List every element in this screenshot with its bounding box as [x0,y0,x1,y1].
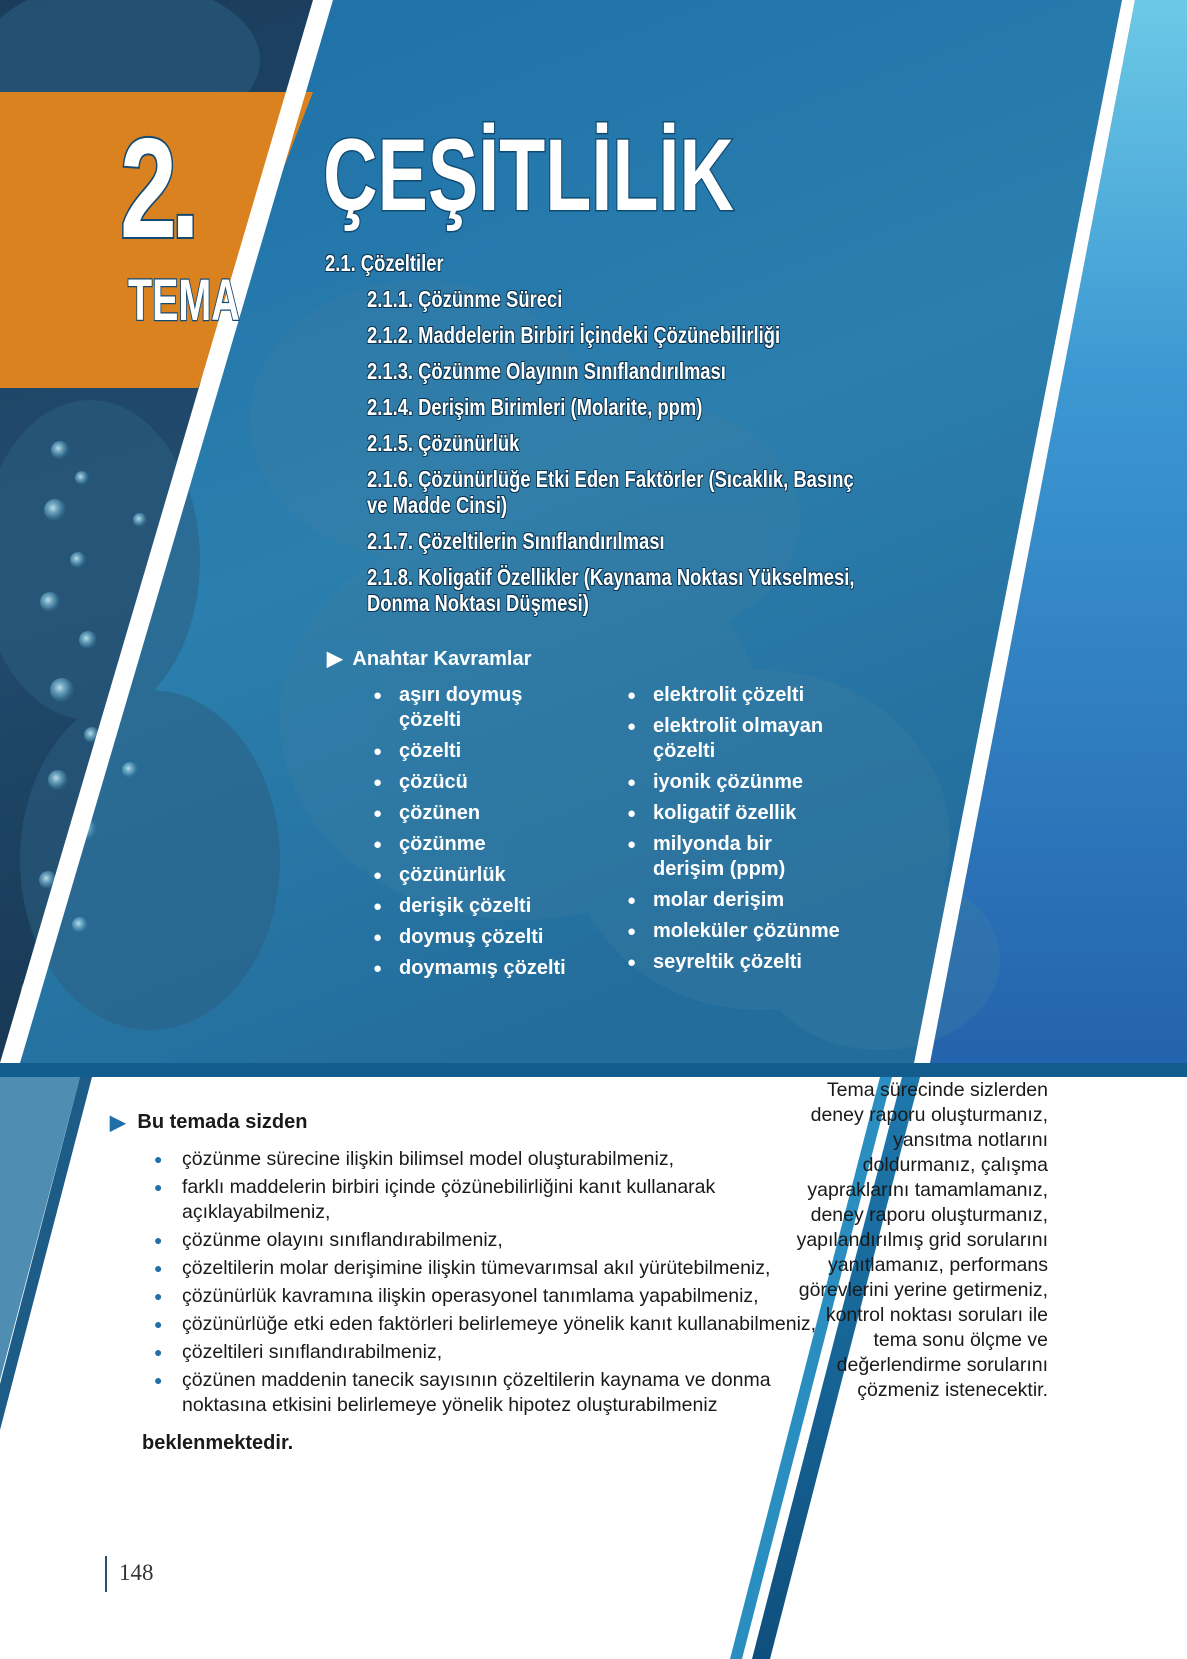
play-arrow-icon: ▶ [110,1112,126,1134]
page-number: 148 [119,1560,154,1585]
objective-item [154,1147,830,1172]
bullet-icon: ● [154,1372,163,1388]
bullet-icon: ● [373,867,383,884]
sidebar-note: Tema sürecinde sizlerden deney raporu oluşturmanız, yansıtma notlarını doldurmanız, çalışma yapraklarını tamamlamanız, deney raporu oluşturmanız, yapılandırılmış grid sorularını yanıtlamanız, performans görevlerini yerine getirmeniz, kontrol noktası soruları ile tema sonu ölçme ve değerlendirme sorularını çözmeniz istenecektir. [796,1079,1048,1401]
concept-text: çözünme [399,833,486,855]
concept-item [627,801,847,826]
objective-text: farklı maddelerin birbiri içinde çözünebilirliğini kanıt kullanarak açıklayabilmeniz, [182,1176,716,1223]
concept-item [627,950,847,975]
concept-item [373,894,573,919]
concept-text: iyonik çözünme [653,771,804,793]
objective-text: çözeltilerin molar derişimine ilişkin tümevarımsal akıl yürütebilmeniz, [182,1257,771,1279]
bullet-icon: ● [154,1151,163,1167]
concept-text: doymamış çözelti [399,957,566,979]
bullet-icon: ● [373,805,383,822]
objective-text: çözünürlüğe etki eden faktörleri belirlemeye yönelik kanıt kullanabilmeniz, [182,1313,817,1335]
chapter-number: 2. [120,109,194,268]
concept-item [373,801,573,826]
concept-text: çözünürlük [399,864,506,886]
concept-item [627,919,847,944]
play-arrow-icon: ▶ [327,648,343,670]
objective-item [154,1340,830,1365]
bullet-icon: ● [154,1288,163,1304]
concept-item [627,888,847,913]
objectives-closing: beklenmektedir. [142,1432,294,1454]
toc-subsection: 2.1.1. Çözünme Süreci [367,286,563,312]
toc-subsection: 2.1.6. Çözünürlüğe Etki Eden Faktörler (Sıcaklık, Basınç ve Madde Cinsi) [367,466,854,518]
page-number-bar [105,1556,107,1592]
bullet-icon: ● [373,929,383,946]
bullet-icon: ● [627,892,637,909]
bullet-icon: ● [627,954,637,971]
key-concepts-title: Anahtar Kavramlar [352,648,532,670]
objective-text: çözeltileri sınıflandırabilmeniz, [182,1341,443,1363]
concept-item [627,832,847,882]
concept-text: çözelti [399,740,462,762]
bullet-icon: ● [627,923,637,940]
concept-text: seyreltik çözelti [653,951,802,973]
toc-section: 2.1. Çözeltiler [325,250,444,276]
bullet-icon: ● [627,805,637,822]
concept-text: moleküler çözünme [653,920,840,942]
bullet-icon: ● [373,960,383,977]
objective-item [154,1228,830,1253]
concept-item [373,925,573,950]
objectives-heading [110,1110,830,1135]
key-concepts-column-2 [627,683,847,981]
concept-text: koligatif özellik [653,802,797,824]
concept-text: elektrolit çözelti [653,684,805,706]
bullet-icon: ● [627,836,637,853]
toc-subsection: 2.1.8. Koligatif Özellikler (Kaynama Noktası Yükselmesi, Donma Noktası Düşmesi) [367,564,855,616]
concept-item [627,714,847,764]
key-concepts-column-1 [373,683,573,987]
concept-text: elektrolit olmayan çözelti [653,715,824,762]
concept-text: çözücü [399,771,468,793]
key-concepts-heading [327,646,531,671]
objective-text: çözünme olayını sınıflandırabilmeniz, [182,1229,503,1251]
toc-subsection: 2.1.2. Maddelerin Birbiri İçindeki Çözünebilirliği [367,322,781,348]
toc-subsection: 2.1.7. Çözeltilerin Sınıflandırılması [367,528,665,554]
concept-item [373,739,573,764]
bullet-icon: ● [154,1316,163,1332]
objectives-list [154,1147,830,1418]
horizontal-rule [0,1063,1187,1077]
concept-item [373,956,573,981]
bullet-icon: ● [373,836,383,853]
concept-item [373,770,573,795]
toc-subsection: 2.1.5. Çözünürlük [367,430,520,456]
objective-item [154,1284,830,1309]
toc-subsection: 2.1.4. Derişim Birimleri (Molarite, ppm) [367,394,703,420]
concept-item [373,863,573,888]
chapter-title: ÇEŞİTLİLİK [323,118,734,232]
concept-text: milyonda bir derişim (ppm) [653,833,786,880]
toc-subsection: 2.1.3. Çözünme Olayının Sınıflandırılması [367,358,726,384]
objective-text: çözünürlük kavramına ilişkin operasyonel tanımlama yapabilmeniz, [182,1285,759,1307]
bullet-icon: ● [627,687,637,704]
objectives-title: Bu temada sizden [137,1111,308,1133]
concept-item [373,683,573,733]
bullet-icon: ● [154,1344,163,1360]
chapter-label: TEMA [128,268,240,333]
bullet-icon: ● [373,898,383,915]
bullet-icon: ● [154,1260,163,1276]
objective-item [154,1175,830,1225]
objective-item [154,1368,830,1418]
objectives-section [110,1110,830,1455]
concept-text: aşırı doymuş çözelti [399,684,523,731]
concept-item [627,770,847,795]
bullet-icon: ● [627,774,637,791]
objective-item [154,1256,830,1281]
concept-item [627,683,847,708]
objective-text: çözünme sürecine ilişkin bilimsel model oluşturabilmeniz, [182,1148,675,1170]
objective-text: çözünen maddenin tanecik sayısının çözeltilerin kaynama ve donma noktasına etkisini belirlemeye yönelik hipotez oluşturabilmeniz [182,1369,771,1416]
objective-item [154,1312,830,1337]
bullet-icon: ● [627,718,637,735]
lower-left-wedge [0,1077,80,1380]
bullet-icon: ● [373,687,383,704]
bullet-icon: ● [373,743,383,760]
bullet-icon: ● [154,1232,163,1248]
concept-text: doymuş çözelti [399,926,544,948]
bullet-icon: ● [154,1179,163,1195]
concept-text: molar derişim [653,889,785,911]
concept-text: çözünen [399,802,481,824]
bullet-icon: ● [373,774,383,791]
table-of-contents [325,250,1015,626]
concept-text: derişik çözelti [399,895,532,917]
concept-item [373,832,573,857]
